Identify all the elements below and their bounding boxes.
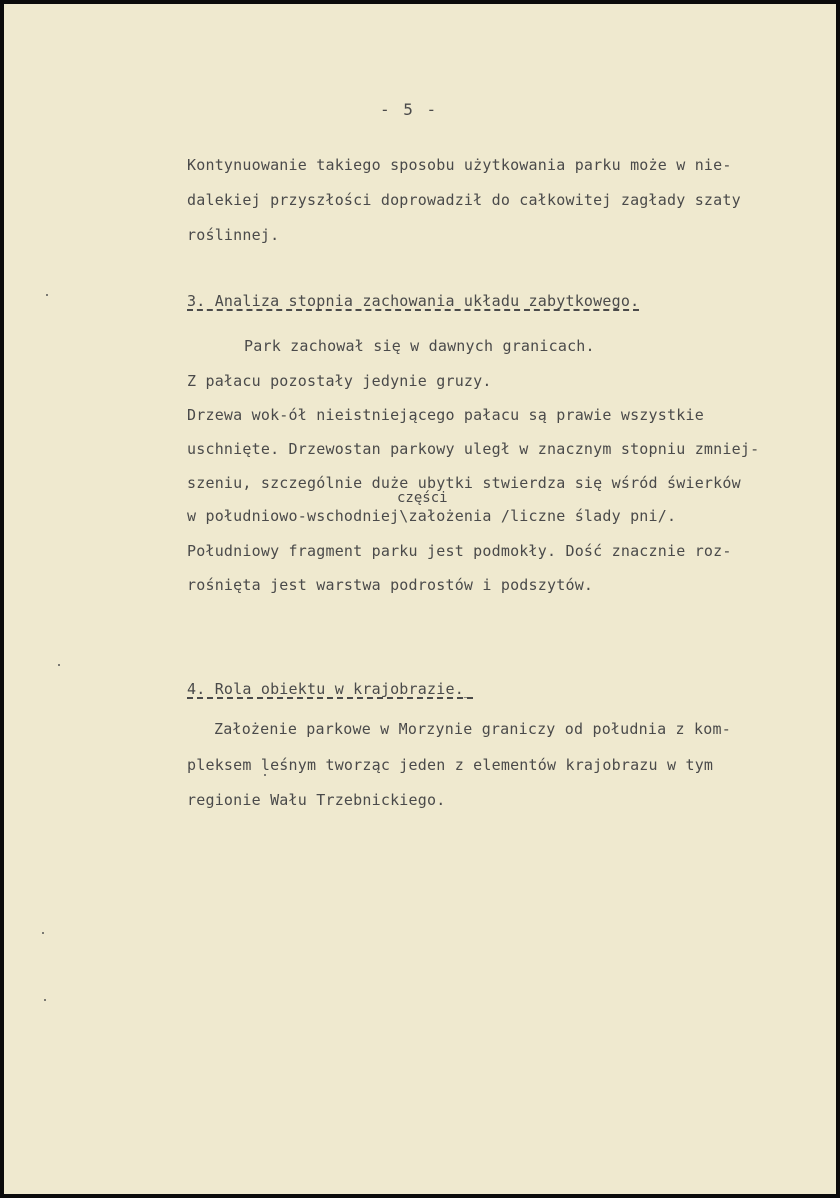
section-3-line-2: Z pałacu pozostały jedynie gruzy. bbox=[187, 372, 492, 390]
scan-speck bbox=[44, 999, 46, 1001]
paragraph-1-line-2: dalekiej przyszłości doprowadził do całkowitej zagłady szaty bbox=[187, 191, 741, 209]
section-4-heading: 4. Rola obiektu w krajobrazie._ bbox=[187, 680, 474, 698]
paragraph-1-line-3: roślinnej. bbox=[187, 226, 280, 244]
section-3-heading: 3. Analiza stopnia zachowania układu zabytkowego. bbox=[187, 292, 640, 310]
paragraph-1-line-1: Kontynuowanie takiego sposobu użytkowania parku może w nie- bbox=[187, 156, 732, 174]
scan-speck bbox=[264, 774, 266, 776]
document-page bbox=[4, 4, 836, 1194]
page-number: - 5 - bbox=[380, 100, 439, 119]
section-3-line-3: Drzewa wok-ół nieistniejącego pałacu są prawie wszystkie bbox=[187, 406, 704, 424]
handwritten-insertion: części bbox=[397, 490, 448, 506]
scan-speck bbox=[58, 664, 60, 666]
section-4-line-1: Założenie parkowe w Morzynie graniczy od południa z kom- bbox=[214, 720, 731, 738]
section-3-line-4: uschnięte. Drzewostan parkowy uległ w znacznym stopniu zmniej- bbox=[187, 440, 760, 458]
section-3-line-5: szeniu, szczególnie duże ubytki stwierdza się wśród świerków bbox=[187, 474, 741, 492]
section-4-line-2: pleksem leśnym tworząc jeden z elementów krajobrazu w tym bbox=[187, 756, 714, 774]
section-3-line-1: Park zachował się w dawnych granicach. bbox=[244, 337, 595, 355]
section-3-line-8: rośnięta jest warstwa podrostów i podszytów. bbox=[187, 576, 594, 594]
scan-speck bbox=[42, 932, 44, 934]
section-4-line-3: regionie Wału Trzebnickiego. bbox=[187, 791, 446, 809]
scan-speck bbox=[46, 294, 48, 296]
section-3-line-6: w południowo-wschodniej\założenia /liczne ślady pni/. bbox=[187, 507, 677, 525]
section-3-line-7: Południowy fragment parku jest podmokły. Dość znacznie roz- bbox=[187, 542, 732, 560]
